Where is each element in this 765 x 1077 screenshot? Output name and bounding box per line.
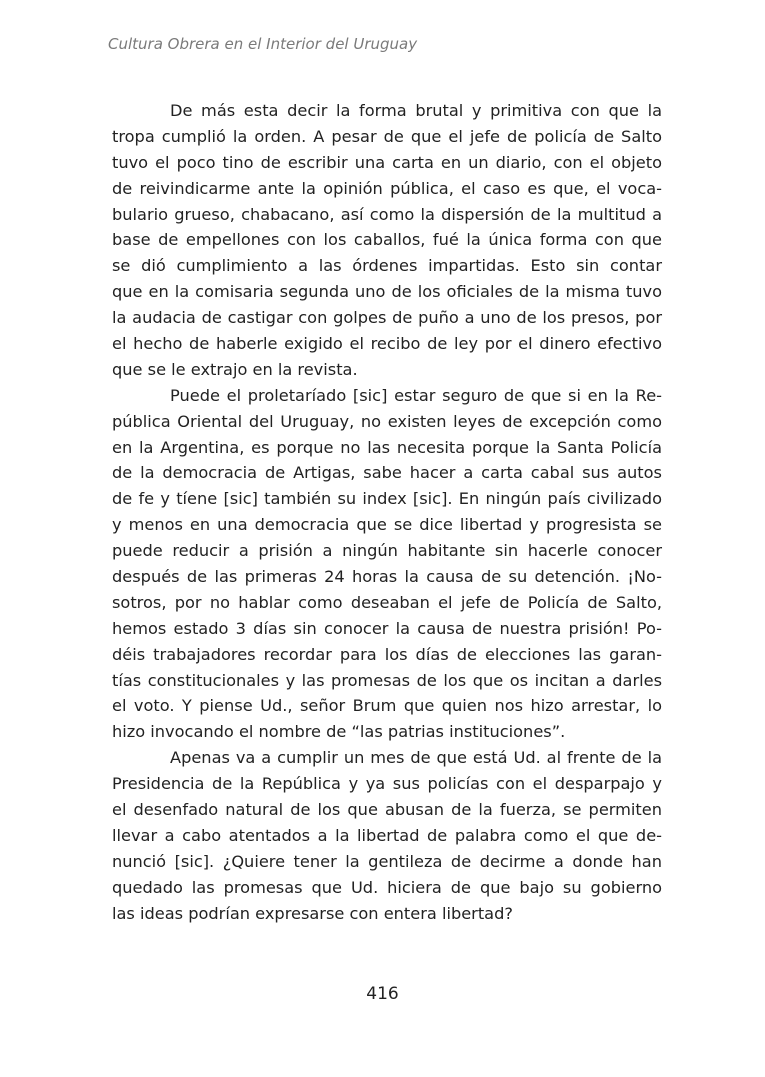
paragraph-2 [112,383,662,745]
text-line: Presidencia de la República y ya sus policías con el desparpajo y [112,774,662,794]
text-line: pública Oriental del Uruguay, no existen leyes de excepción como [112,411,662,431]
running-title: Cultura Obrera en el Interior del Uruguay [108,35,418,53]
text-line: tropa cumplió la orden. A pesar de que el jefe de policía de Salto [112,126,662,146]
paragraph-1 [112,98,662,383]
text-line: hizo invocando el nombre de “las patrias instituciones”. [112,722,566,742]
text-line: tías constitucionales y las promesas de los que os incitan a darles [112,670,662,690]
text-line: en la Argentina, es porque no las necesita porque la Santa Policía [112,437,662,457]
text-line: y menos en una democracia que se dice libertad y progresista se [112,515,662,535]
text-line: de la democracia de Artigas, sabe hacer a carta cabal sus autos [112,463,662,483]
body-text [112,98,662,927]
text-line: tuvo el poco tino de escribir una carta en un diario, con el objeto [112,152,662,172]
text-line: bulario grueso, chabacano, así como la dispersión de la multitud a [112,204,662,224]
text-line: déis trabajadores recordar para los días de elecciones las garan- [112,644,662,664]
text-line: base de empellones con los caballos, fué la única forma con que [112,230,662,250]
paragraph-3 [112,745,662,926]
text-line: después de las primeras 24 horas la causa de su detención. ¡No- [112,567,662,587]
text-line: que en la comisaria segunda uno de los oficiales de la misma tuvo [112,282,662,302]
text-line: sotros, por no hablar como deseaban el jefe de Policía de Salto, [112,592,662,612]
text-line: las ideas podrían expresarse con entera libertad? [112,903,513,923]
text-line: el voto. Y piense Ud., señor Brum que quien nos hizo arrestar, lo [112,696,662,716]
text-line: quedado las promesas que Ud. hiciera de que bajo su gobierno [112,877,662,897]
text-line: el desenfado natural de los que abusan de la fuerza, se permiten [112,800,662,820]
text-line: el hecho de haberle exigido el recibo de ley por el dinero efectivo [112,334,662,354]
text-line: nunció [sic]. ¿Quiere tener la gentileza de decirme a donde han [112,851,662,871]
text-line: que se le extrajo en la revista. [112,359,358,379]
text-line: llevar a cabo atentados a la libertad de palabra como el que de- [112,825,662,845]
text-line: Apenas va a cumplir un mes de que está Ud. al frente de la [170,748,662,768]
text-line: hemos estado 3 días sin conocer la causa de nuestra prisión! Po- [112,618,662,638]
text-line: se dió cumplimiento a las órdenes impartidas. Esto sin contar [112,256,662,276]
text-line: Puede el proletaríado [sic] estar seguro de que si en la Re- [170,385,662,405]
text-line: puede reducir a prisión a ningún habitante sin hacerle conocer [112,541,662,561]
page-number: 416 [366,984,399,1004]
text-line: De más esta decir la forma brutal y primitiva con que la [170,101,662,120]
text-line: de reivindicarme ante la opinión pública, el caso es que, el voca- [112,178,662,198]
text-line: la audacia de castigar con golpes de puño a uno de los presos, por [112,308,662,328]
text-line: de fe y tíene [sic] también su index [sic]. En ningún país civilizado [112,489,662,509]
